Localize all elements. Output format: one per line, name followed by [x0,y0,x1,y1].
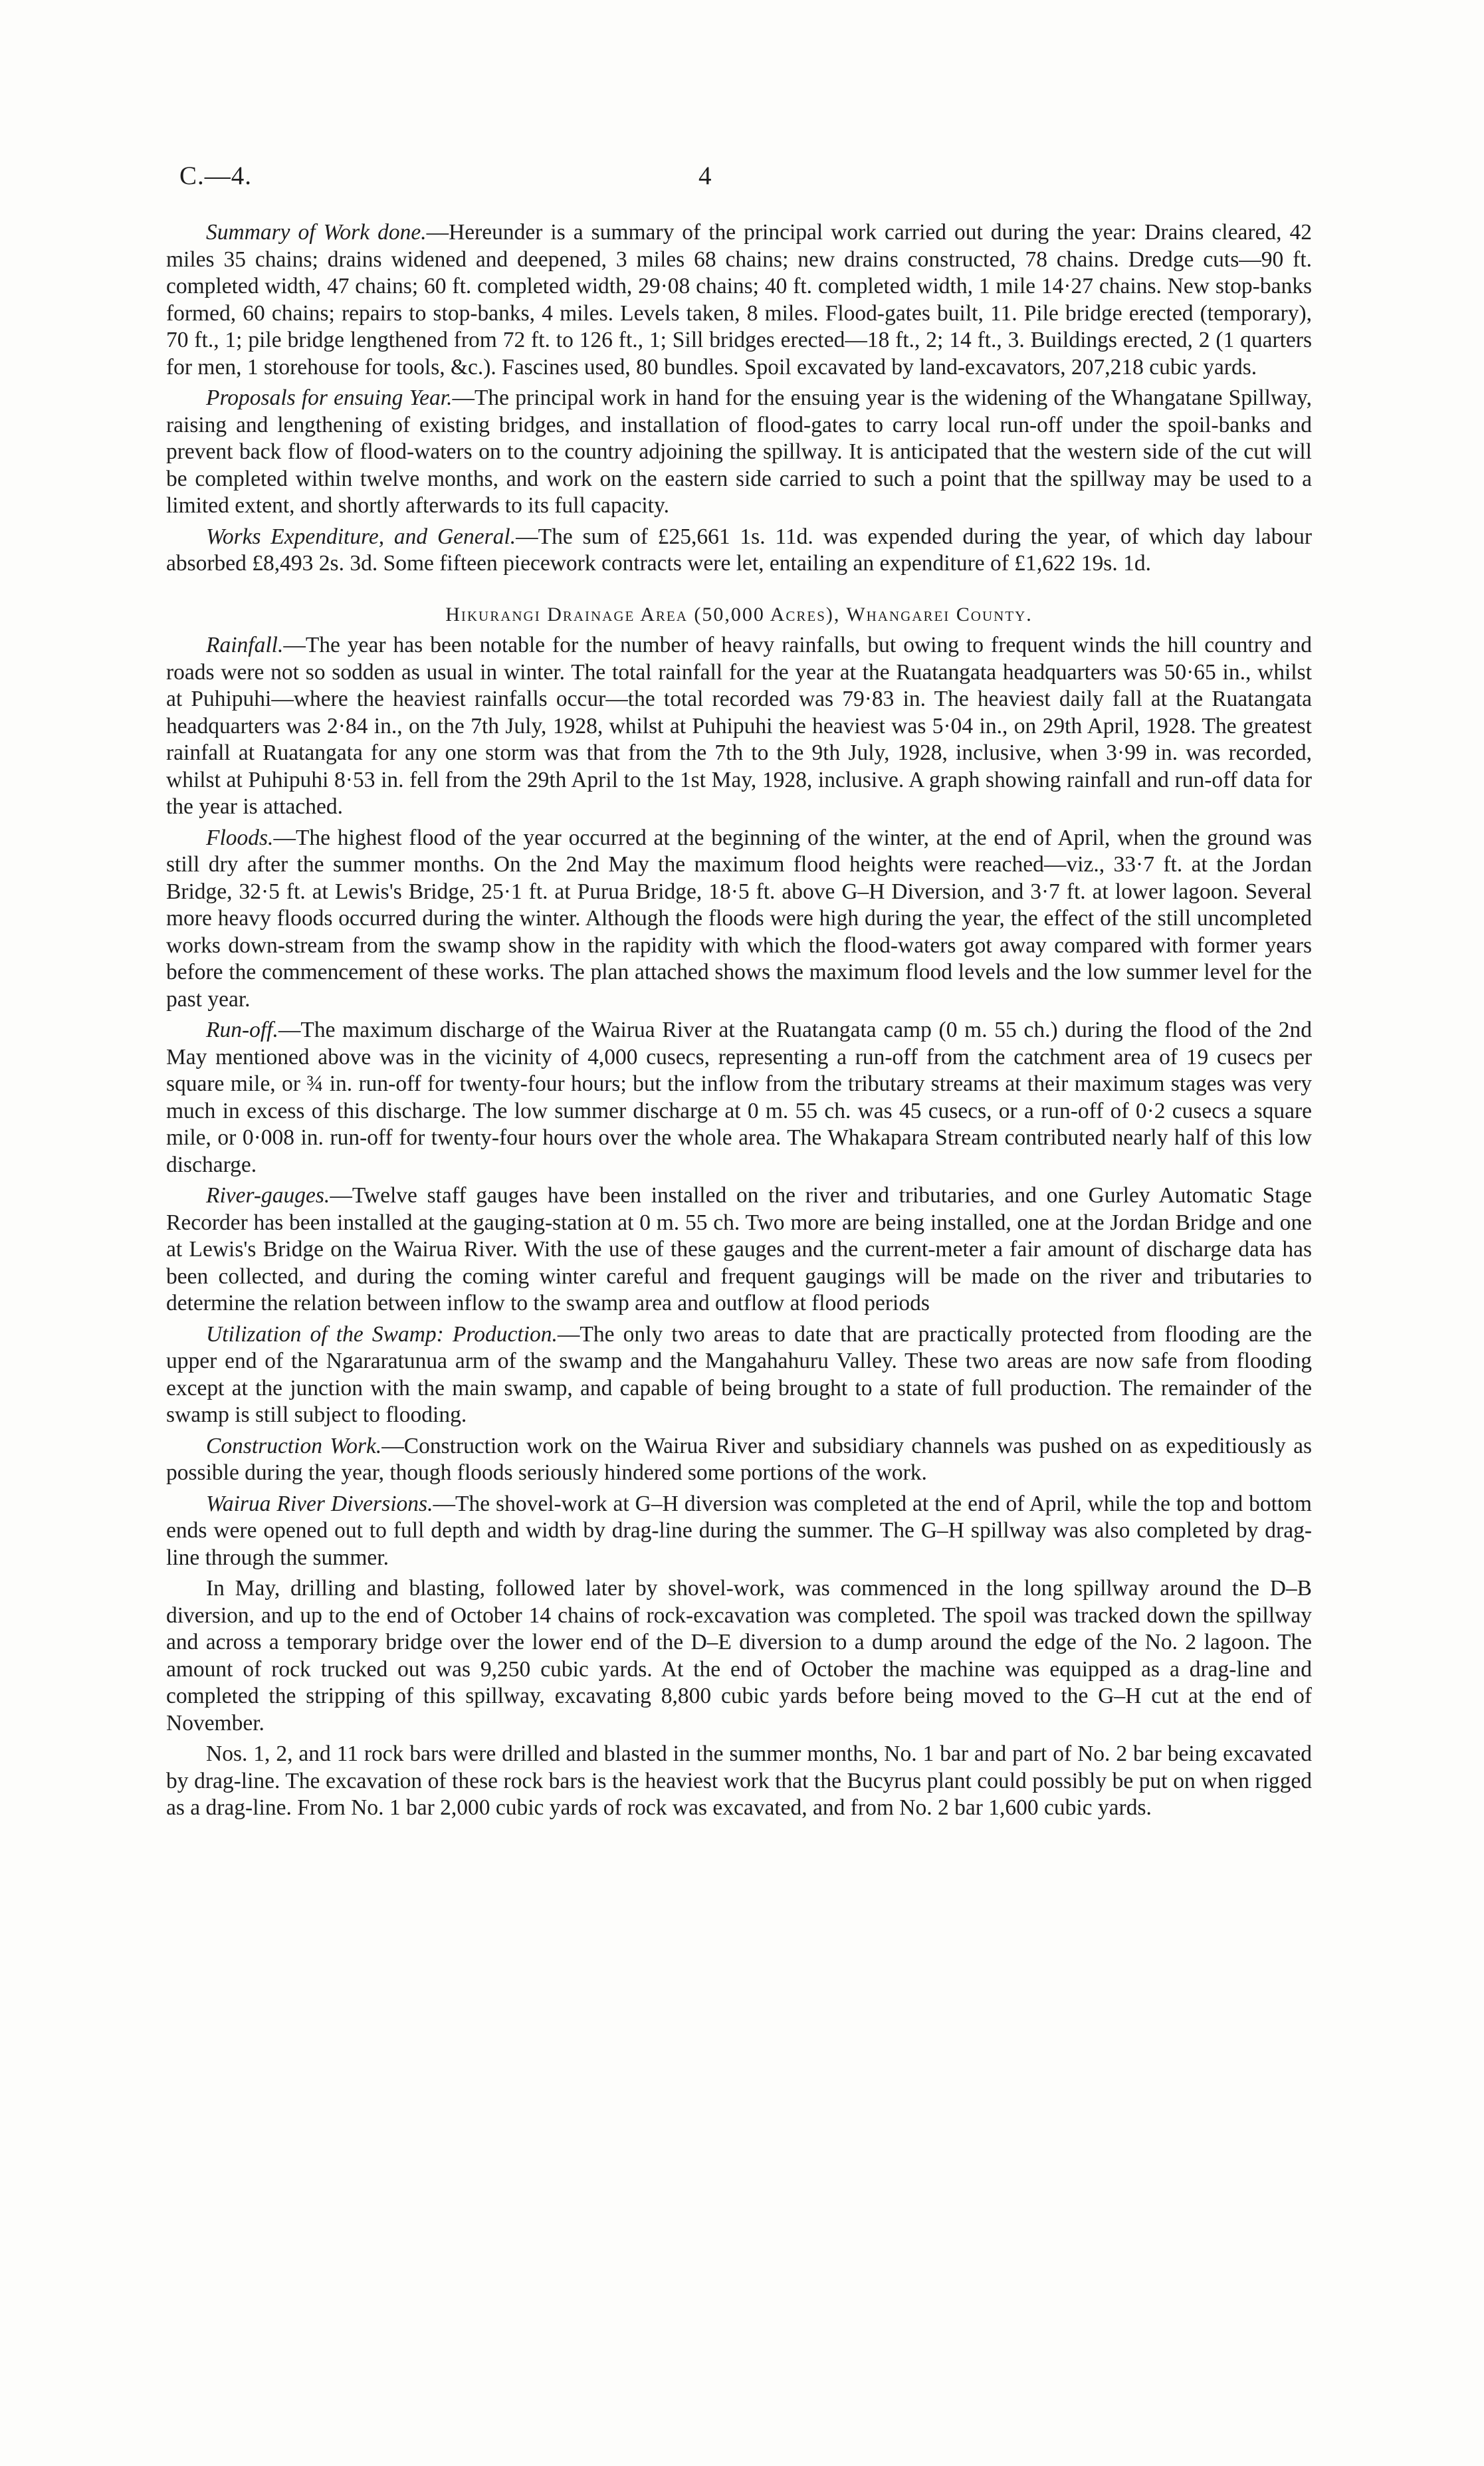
paragraph-rock-bars [166,1741,1312,1822]
paragraph-lead: River-gauges. [206,1183,330,1208]
paragraph-text: —The principal work in hand for the ensuing year is the widening of the Whangatane Spillway, raising and lengthening of existing bridges, and installation of flood-gates to carry local run-off under the spoil-banks and prevent back flow of flood-waters on to the country adjoining the spillway. It is anticipated that the western side of the cut will be completed within twelve months, and work on the eastern side carried to such a point that the spillway may be used to a limited extent, and shortly afterwards to its full capacity. [166,386,1312,518]
paragraph-text: —Construction work on the Wairua River and subsidiary channels was pushed on as expeditiously as possible during the year, though floods seriously hindered some portions of the work. [166,1433,1312,1485]
paragraph-text: —The maximum discharge of the Wairua River at the Ruatangata camp (0 m. 55 ch.) during the flood of the 2nd May mentioned above was in the vicinity of 4,000 cusecs, representing a run-off from the catchment area of 19 cusecs per square mile, or ¾ in. run-off for twenty-four hours; but the inflow from the tributary streams at their maximum stages was very much in excess of this discharge. The low summer discharge at 0 m. 55 ch. was 45 cusecs, or a run-off of 0·2 cusecs a square mile, or 0·008 in. run-off for twenty-four hours over the whole area. The Whakapara Stream contributed nearly half of this low discharge. [166,1018,1312,1177]
paragraph-floods [166,825,1312,1014]
paragraph-text: —The only two areas to date that are practically protected from flooding are the upper end of the Ngararatunua arm of the swamp and the Mangahahuru Valley. These two areas are now safe from flooding except at the junction with the main swamp, and capable of being brought to a state of full production. The remainder of the swamp is still subject to flooding. [166,1321,1312,1427]
document-reference: C.—4. [179,162,253,190]
paragraph-lead: Floods. [206,825,274,850]
paragraph-text: Nos. 1, 2, and 11 rock bars were drilled and blasted in the summer months, No. 1 bar and part of No. 2 bar being excavated by drag-line. The excavation of these rock bars is the heaviest work that the Bucyrus plant could possibly be put on when rigged as a drag-line. From No. 1 bar 2,000 cubic yards of rock was excavated, and from No. 2 bar 1,600 cubic yards. [166,1741,1312,1820]
paragraph-text: —The highest flood of the year occurred at the beginning of the winter, at the end of April, when the ground was still dry after the summer months. On the 2nd May the maximum flood heights were reached—viz., 33·7 ft. at the Jordan Bridge, 32·5 ft. at Lewis's Bridge, 25·1 ft. at Purua Bridge, 18·5 ft. above G–H Diversion, and 3·7 ft. at lower lagoon. Several more heavy floods occurred during the winter. Although the floods were high during the year, the effect of the still uncompleted works down-stream from the swamp show in the rapidity with which the flood-waters got away compared with former years before the commencement of these works. The plan attached shows the maximum flood levels and the low summer level for the past year. [166,825,1312,1012]
paragraph-lead: Proposals for ensuing Year. [206,386,453,410]
paragraph-text: —The shovel-work at G–H diversion was completed at the end of April, while the top and bottom ends were opened out to full depth and width by drag-line during the summer. The G–H spillway was also completed by drag-line through the summer. [166,1491,1312,1570]
paragraph-summary-of-work [166,219,1312,381]
paragraph-text: —The year has been notable for the number of heavy rainfalls, but owing to frequent winds the hill country and roads were not so sodden as usual in winter. The total rainfall for the year at the Ruatangata headquarters was 50·65 in., whilst at Puhipuhi—where the heaviest rainfalls occur—the total recorded was 79·83 in. The heaviest daily fall at the Ruatangata headquarters was 2·84 in., on the 7th July, 1928, whilst at Puhipuhi the heaviest was 5·04 in., on 29th April, 1928. The greatest rainfall at Ruatangata for any one storm was that from the 7th to the 9th July, 1928, inclusive, when 3·99 in. was recorded, whilst at Puhipuhi 8·53 in. fell from the 29th April to the 1st May, 1928, inclusive. A graph showing rainfall and run-off data for the year is attached. [166,633,1312,819]
paragraph-lead: Wairua River Diversions. [206,1491,433,1516]
page-header [179,161,1306,201]
paragraph-wairua-diversions [166,1491,1312,1572]
paragraph-works-expenditure [166,524,1312,578]
paragraph-drilling-blasting [166,1575,1312,1737]
paragraph-text: —Hereunder is a summary of the principal work carried out during the year: Drains cleared, 42 miles 35 chains; drains widened and deepened, 3 miles 68 chains; new drains constructed, 78 chains. Dredge cuts—90 ft. completed width, 47 chains; 60 ft. completed width, 29·08 chains; 40 ft. completed width, 1 mile 14·27 chains. New stop-banks formed, 60 chains; repairs to stop-banks, 4 miles. Levels taken, 8 miles. Flood-gates built, 11. Pile bridge erected (temporary), 70 ft., 1; pile bridge lengthened from 72 ft. to 126 ft., 1; Sill bridges erected—18 ft., 2; 14 ft., 3. Buildings erected, 2 (1 quarters for men, 1 storehouse for tools, &c.). Fascines used, 80 bundles. Spoil excavated by land-excavators, 207,218 cubic yards. [166,220,1312,380]
paragraph-text: In May, drilling and blasting, followed later by shovel-work, was commenced in the long spillway around the D–B diversion, and up to the end of October 14 chains of rock-excavation was completed. The spoil was tracked down the spillway and across a temporary bridge over the lower end of the D–E diversion to a dump around the edge of the No. 2 lagoon. The amount of rock trucked out was 9,250 cubic yards. At the end of October the machine was equipped as a drag-line and completed the stripping of this spillway, excavating 8,800 cubic yards before being moved to the G–H cut at the end of November. [166,1576,1312,1736]
paragraph-lead: Run-off. [206,1018,278,1042]
paragraph-river-gauges [166,1182,1312,1317]
paragraph-lead: Summary of Work done. [206,220,427,245]
paragraph-text: —Twelve staff gauges have been installed on the river and tributaries, and one Gurley Automatic Stage Recorder has been installed at the gauging-station at 0 m. 55 ch. Two more are being installed, one at the Jordan Bridge and one at Lewis's Bridge on the Wairua River. With the use of these gauges and the current-meter a fair amount of discharge data has been collected, and during the coming winter careful and frequent gaugings will be made on the river and tributaries to determine the relation between inflow to the swamp area and outflow at flood periods [166,1183,1312,1315]
paragraph-rainfall [166,632,1312,821]
paragraph-proposals [166,385,1312,520]
paragraph-lead: Rainfall. [206,633,284,657]
paragraph-utilization [166,1321,1312,1429]
paragraph-run-off [166,1017,1312,1178]
paragraph-lead: Works Expenditure, and General. [206,524,516,549]
section-heading: Hikurangi Drainage Area (50,000 Acres), Whangarei County. [445,603,1033,625]
paragraph-construction-work [166,1433,1312,1487]
page-number: 4 [698,162,712,190]
paragraph-lead: Construction Work. [206,1433,382,1458]
paragraph-lead: Utilization of the Swamp: Production. [206,1321,558,1347]
paragraph-text: —The sum of £25,661 1s. 11d. was expended during the year, of which day labour absorbed £8,493 2s. 3d. Some fifteen piecework contracts were let, entailing an expenditure of £1,622 19s. 1d. [166,524,1312,576]
body-text [166,219,1312,1826]
